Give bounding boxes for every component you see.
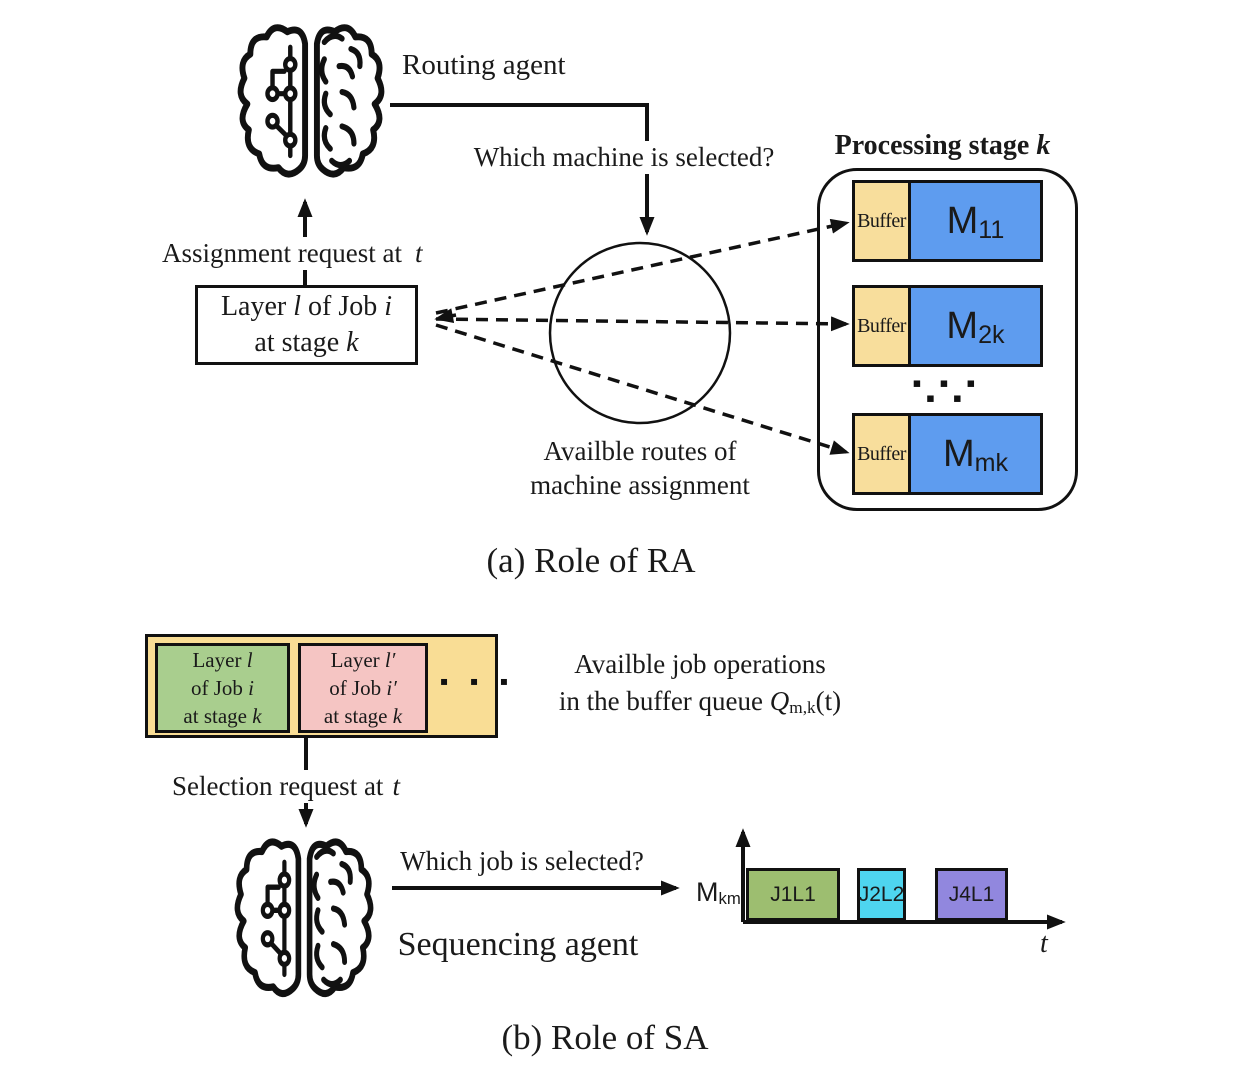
queued-job-2: Layer l′ of Job i′ at stage k (298, 643, 428, 733)
route-dashed-line-3 (436, 325, 846, 452)
buffer-label: Buffer (857, 209, 906, 232)
routing-agent-label: Routing agent (402, 49, 566, 81)
gantt-bar-j4l1: J4L1 (935, 868, 1008, 921)
buffer-box-3 (855, 416, 911, 492)
gantt-machine-axis-label: $M_{km}$ (696, 877, 741, 908)
machines-ellipsis: ▪ ▪ ▪ ▪ ▪ (912, 376, 983, 406)
routing-agent-brain-icon (241, 28, 382, 174)
available-routes-label: Availble routes of machine assignment (530, 436, 750, 500)
time-variable: t (414, 238, 423, 268)
stage-variable: k (1036, 130, 1051, 161)
caption-a: (a) Role of RA (486, 541, 696, 580)
machine-row-1 (852, 180, 1043, 262)
buffer-box-2 (855, 288, 911, 364)
processing-stage-title: Processing stage k (834, 130, 1051, 161)
route-dashed-line-2 (436, 319, 846, 324)
machine-box-mmk (911, 416, 1040, 492)
gantt-bar-j2l2: J2L2 (857, 868, 906, 921)
route-arrowhead-to-job-box (438, 315, 456, 319)
machine-label: $M_{mk}$ (942, 432, 1009, 477)
queued-job-1: Layer l of Job i at stage k (155, 643, 290, 733)
buffer-label: Buffer (857, 442, 906, 465)
gantt-time-axis-label: t (1040, 928, 1048, 959)
sequencing-agent-label: Sequencing agent (397, 926, 639, 963)
caption-b: (b) Role of SA (501, 1018, 709, 1057)
buffer-box-1 (855, 183, 911, 259)
machine-label: $M_{2k}$ (946, 304, 1005, 349)
time-variable: t (392, 771, 400, 801)
machine-box-m2k (911, 288, 1040, 364)
which-machine-question: Which machine is selected? (436, 141, 812, 174)
job-box-line2: at stage k (254, 327, 359, 358)
available-operations-label: Availble job operations in the buffer queue $Q_{m,k}(t)$ (558, 649, 842, 718)
route-dashed-line-1 (436, 223, 846, 313)
selection-request-label: Selection request at t (168, 770, 404, 803)
machine-row-2 (852, 285, 1043, 367)
machine-label: $M_{11}$ (946, 199, 1005, 244)
buffer-label: Buffer (857, 314, 906, 337)
machine-box-m11 (911, 183, 1040, 259)
machine-row-3 (852, 413, 1043, 495)
job-box-line1: Layer l of Job i (220, 291, 393, 322)
gantt-bar-j1l1: J1L1 (746, 868, 840, 921)
assignment-request-label: Assignment request at t (158, 237, 426, 270)
sequencing-agent-brain-icon (237, 842, 370, 994)
job-operation-box (195, 285, 418, 365)
which-job-question: Which job is selected? (400, 846, 644, 876)
queue-ellipsis: ▪ ▪ ▪ (440, 674, 518, 688)
